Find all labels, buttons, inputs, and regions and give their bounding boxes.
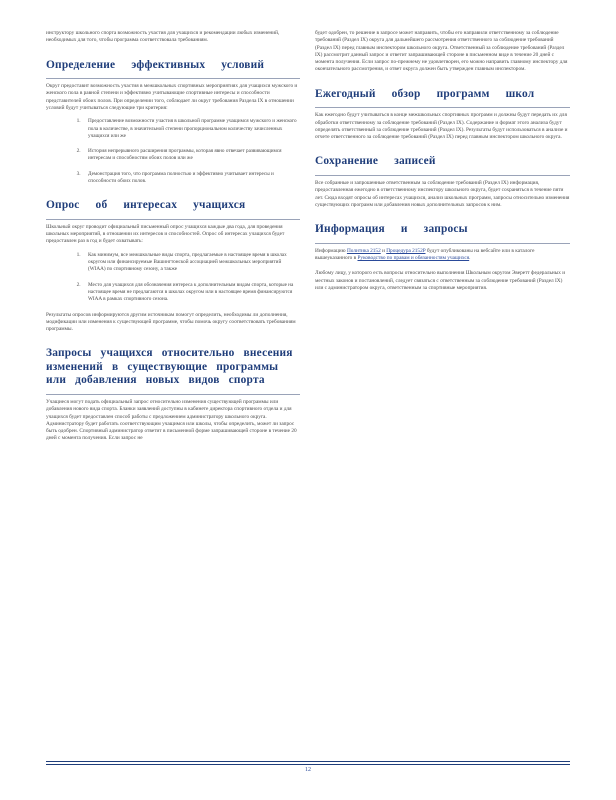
survey-list — [46, 252, 300, 304]
section-title-student-requests: Запросы учащихся относительно внесения изменений в существующие программы или добавления новых видов спорта — [46, 347, 300, 395]
requests-paragraph: Учащиеся могут подать официальный запрос относительно изменения существующей программы или добавления нового вида спорта. Бланки заявлений доступны в кабинете директора спортивного отдела и для учащихся будет предоставлен способ работы с предложением администратору школьного округа. Администратору будет работать соответствующим учащимся или школы, чтобы определить, может ли запрос быть одобрен. Спортивный администратор ответит в письменной форме запрашивающей стороне в течение 20 дней с момента получения. Если запрос не — [46, 398, 297, 442]
list-item: 2. История непрерывного расширения программы, которая явно отвечает развивающимся интересам и способностям обоих полов или же — [82, 148, 300, 163]
section-title-information: Информация и запросы — [315, 223, 570, 244]
list-item: 2. Место для учащихся для обозначения интереса к дополнительным видам спорта, которые на настоящее время не предлагаются в школах округом или в настоящее время финансируются WIAA в рамках спортивного сезона. — [82, 282, 300, 304]
policy-2152-link[interactable]: Политика 2152 — [346, 247, 381, 254]
inquiry-text: Информацию — [315, 247, 346, 254]
list-item: 3. Демонстрация того, что программа полностью и эффективно учитывает интересы и способности обоих полов. — [82, 171, 300, 186]
information-paragraph — [315, 248, 570, 263]
annual-review-paragraph: Как ежегодно будут учитываться в конце межшкольных спортивных программ и должны будут передать их для обработки ответственному за соблюдение требований (Раздел IX). Содержание и формат этого анализа будут определять ответственный за соблюдение требований (Раздел IX). Результаты будут использоваться в анализе и отчете ответственного за соблюдение требований (Раздел IX) перед главным инспектором школьного округа. — [315, 112, 568, 141]
right-column — [315, 30, 570, 298]
records-paragraph: Все собранные и запрошенные ответственным за соблюдение требований (Раздел IX) информация, предоставленная ежегодно в ответственному инспектору школьного округа, будет сохраняться в течение пяти лет. Сюда входят опросы об интересах учащихся, анализ школьных программ, запросы относительно изменения существующих программ или добавления новых дополнительных запросов к ним. — [315, 179, 570, 208]
procedure-2152p-link[interactable]: Процедура 2152P — [386, 247, 426, 254]
inquiry-text: и — [382, 247, 385, 254]
footer-rule — [46, 761, 570, 762]
list-item: 1. Предоставление возможности участия в школьной программе учащимся мужского и женского пола в количестве, в значительной степени пропорциональном количеству зачисленных учащихся или же — [82, 118, 300, 140]
section-title-effective-conditions: Определение эффективных условий — [46, 59, 300, 80]
inquiry-text: . — [469, 254, 471, 261]
section-title-annual-review: Ежегодный обзор программ школ — [315, 88, 570, 109]
footer-rule — [46, 764, 570, 765]
criteria-list — [46, 118, 300, 185]
inquiry-text: будут опубликованы на вебсайте или в каталоге вышеуказанного — [315, 247, 535, 261]
page-number: 12 — [305, 767, 311, 773]
survey-paragraph: Школьный округ проводит официальный письменный опрос учащихся каждые два года, для проведения школьных мероприятий, в отношении их интересов и способностей. Опрос об интересах учащихся будет предоставлен раз в год и будет охватывать: — [46, 223, 285, 245]
survey-results-paragraph: Результаты опросов информируются другим источникам помогут определить, необходимы ли дополнения, модификации или изменения к существующей программе, чтобы помочь округу соответствовать требованиям программы. — [46, 311, 296, 333]
student-handbook-link[interactable]: Руководство по правам и обязанностям учащихся — [357, 254, 470, 261]
inquiry-text: в — [353, 254, 357, 261]
intro-paragraph: инструктору школьного спорта возможность участия для учащихся и рекомендации любых изменений, необходимых для того, чтобы программа соответствовала требованиям. — [46, 30, 280, 44]
effective-conditions-paragraph: Округ предоставит возможность участия в межшкольных спортивных мероприятиях для учащихся мужского и женского пола в равной степени и эффективно учитывающие спортивные интересы и способности представителей обоих полов. При определении того, соблюдает ли округ требования Раздела IX в отношении условий будут учитываться следующие три критерия: — [46, 83, 298, 111]
section-title-records: Сохранение записей — [315, 155, 570, 176]
continued-paragraph: будет одобрен, то решение в запросе может направить, чтобы его направили ответственному за соблюдение требований (Раздел IX) округа для дальнейшего рассмотрения ответственного за соблюдение требований (Раздел IX) перед главным инспектором школьного округа. Ответственный за соблюдение требований (Раздел IX) рассмотрит данный запрос и ответит запрашивающей стороне в письменном виде в течение 20 дней с момента получения. Если запрос по-прежнему не удовлетворен, его можно направить главному инспектору для окончательного рассмотрения, и ответ округа должен быть утвержден главным инспектором. — [315, 30, 568, 73]
contact-paragraph: Любому лицу, у которого есть вопросы относительно выполнения Школьным округом Эверетт федеральных и местных законов и постановлений, следует связаться с ответственным за соблюдение требований (Раздел IX) или с администратором округа, ответственным за спортивные мероприятия. — [315, 270, 566, 291]
list-item: 1. Как минимум, все межшкольные виды спорта, предлагаемые в настоящее время в школах округом или финансируемые Вашингтонской ассоциацией межшкольных мероприятий (WIAA) по спортивному сезону, а также — [82, 252, 300, 274]
left-column — [46, 30, 300, 449]
section-title-student-survey: Опрос об интересах учащихся — [46, 199, 300, 220]
